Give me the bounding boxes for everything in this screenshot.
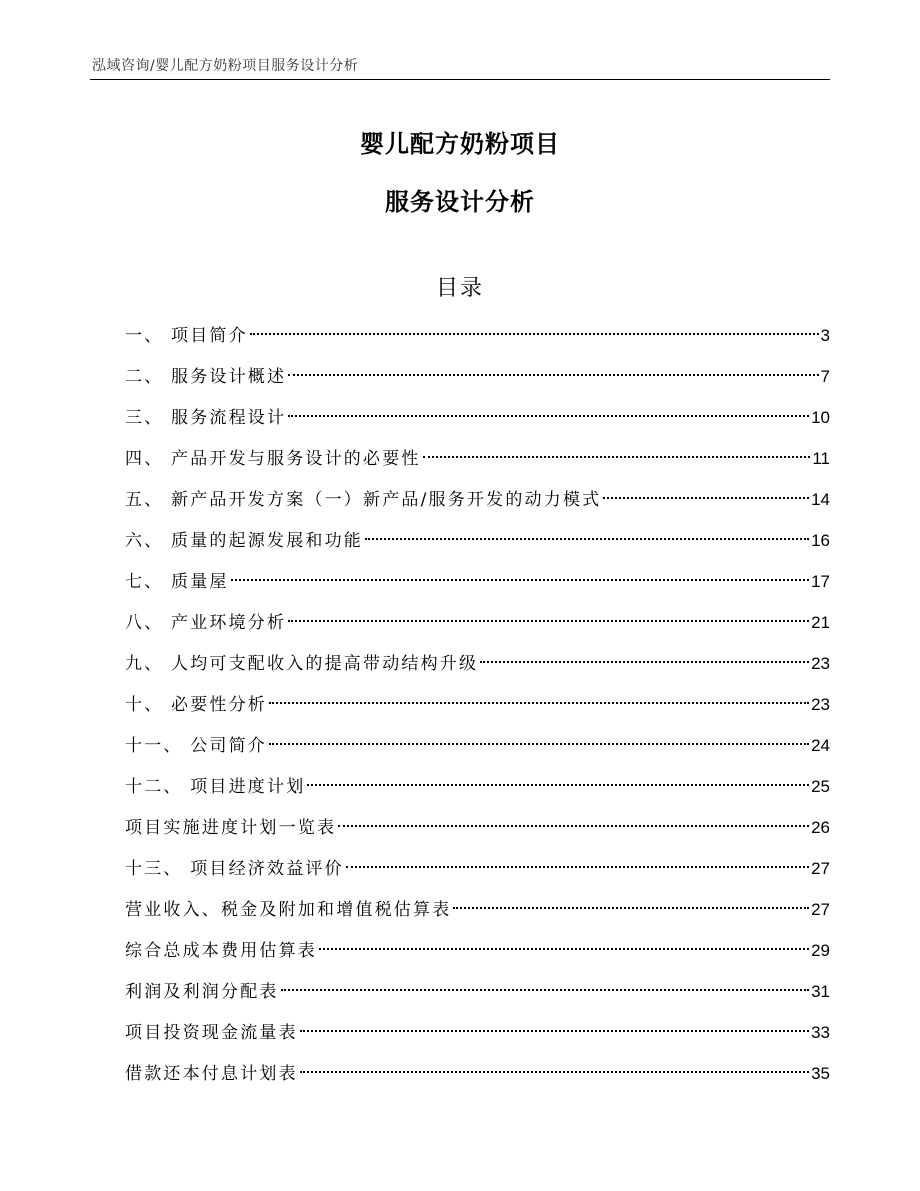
toc-entry-page: 10	[811, 408, 830, 427]
toc-entry-label: 十、 必要性分析	[125, 695, 268, 715]
toc-entry-label: 十二、 项目进度计划	[125, 777, 306, 797]
toc-entry[interactable]	[125, 853, 830, 894]
toc-dot-leader	[453, 907, 809, 909]
toc-entry-label: 十一、 公司简介	[125, 736, 268, 756]
toc-entry-label: 五、 新产品开发方案（一）新产品/服务开发的动力模式	[125, 490, 602, 510]
toc-dot-leader	[307, 784, 809, 786]
toc-entry-label: 综合总成本费用估算表	[125, 941, 317, 961]
toc-entry-page: 27	[811, 859, 830, 878]
toc-entry[interactable]	[125, 976, 830, 1017]
toc-dot-leader	[603, 497, 809, 499]
toc-dot-leader	[281, 989, 809, 991]
running-header: 泓域咨询/婴儿配方奶粉项目服务设计分析	[92, 58, 359, 74]
toc-entry[interactable]	[125, 935, 830, 976]
toc-dot-leader	[300, 1030, 809, 1032]
toc-entry[interactable]	[125, 689, 830, 730]
document-subtitle: 服务设计分析	[385, 188, 535, 216]
toc-entry[interactable]	[125, 1058, 830, 1099]
toc-entry-label: 三、 服务流程设计	[125, 408, 287, 428]
toc-entry-page: 29	[811, 941, 830, 960]
toc-entry[interactable]	[125, 648, 830, 689]
toc-dot-leader	[365, 538, 809, 540]
toc-dot-leader	[300, 1071, 809, 1073]
toc-entry-label: 十三、 项目经济效益评价	[125, 859, 344, 879]
toc-entry[interactable]	[125, 771, 830, 812]
toc-dot-leader	[269, 702, 809, 704]
toc-entry-label: 八、 产业环境分析	[125, 613, 287, 633]
toc-entry-label: 项目投资现金流量表	[125, 1023, 298, 1043]
toc-dot-leader	[319, 948, 809, 950]
toc-entry[interactable]	[125, 1017, 830, 1058]
toc-entry-label: 四、 产品开发与服务设计的必要性	[125, 449, 421, 469]
toc-entry[interactable]	[125, 320, 830, 361]
toc-entry[interactable]	[125, 730, 830, 771]
toc-entry-page: 14	[811, 490, 830, 509]
toc-dot-leader	[480, 661, 809, 663]
toc-entry-label: 一、 项目简介	[125, 326, 248, 346]
toc-entry-label: 项目实施进度计划一览表	[125, 818, 337, 838]
toc-entry-page: 24	[811, 736, 830, 755]
toc-dot-leader	[346, 866, 809, 868]
toc-dot-leader	[288, 374, 818, 376]
toc-entry[interactable]	[125, 894, 830, 935]
document-title: 婴儿配方奶粉项目	[360, 130, 560, 158]
toc-entry[interactable]	[125, 402, 830, 443]
header-rule	[90, 79, 830, 80]
toc-entry[interactable]	[125, 484, 830, 525]
toc-entry-page: 23	[811, 654, 830, 673]
toc-entry-page: 21	[811, 613, 830, 632]
toc-dot-leader	[288, 620, 809, 622]
table-of-contents	[125, 320, 830, 1099]
toc-dot-leader	[423, 456, 811, 458]
toc-entry[interactable]	[125, 812, 830, 853]
toc-entry[interactable]	[125, 525, 830, 566]
toc-dot-leader	[250, 333, 819, 335]
toc-entry-label: 营业收入、税金及附加和增值税估算表	[125, 900, 452, 920]
toc-entry-page: 16	[811, 531, 830, 550]
toc-entry[interactable]	[125, 566, 830, 607]
toc-dot-leader	[269, 743, 809, 745]
toc-entry-page: 35	[811, 1064, 830, 1083]
toc-entry-label: 借款还本付息计划表	[125, 1064, 298, 1084]
toc-entry-page: 17	[811, 572, 830, 591]
toc-entry-label: 六、 质量的起源发展和功能	[125, 531, 364, 551]
toc-entry[interactable]	[125, 361, 830, 402]
toc-entry-label: 利润及利润分配表	[125, 982, 279, 1002]
toc-entry-label: 七、 质量屋	[125, 572, 229, 592]
toc-entry-page: 11	[812, 449, 830, 468]
toc-entry[interactable]	[125, 607, 830, 648]
toc-entry-page: 7	[820, 367, 830, 386]
toc-heading: 目录	[435, 276, 484, 301]
toc-entry-label: 二、 服务设计概述	[125, 367, 287, 387]
toc-dot-leader	[338, 825, 809, 827]
toc-entry-page: 26	[811, 818, 830, 837]
toc-entry-page: 3	[820, 326, 830, 345]
toc-entry-label: 九、 人均可支配收入的提高带动结构升级	[125, 654, 479, 674]
toc-entry-page: 33	[811, 1023, 830, 1042]
toc-entry-page: 31	[811, 982, 830, 1001]
toc-entry-page: 27	[811, 900, 830, 919]
toc-entry-page: 25	[811, 777, 830, 796]
toc-dot-leader	[231, 579, 809, 581]
toc-entry-page: 23	[811, 695, 830, 714]
toc-dot-leader	[288, 415, 809, 417]
toc-entry[interactable]	[125, 443, 830, 484]
